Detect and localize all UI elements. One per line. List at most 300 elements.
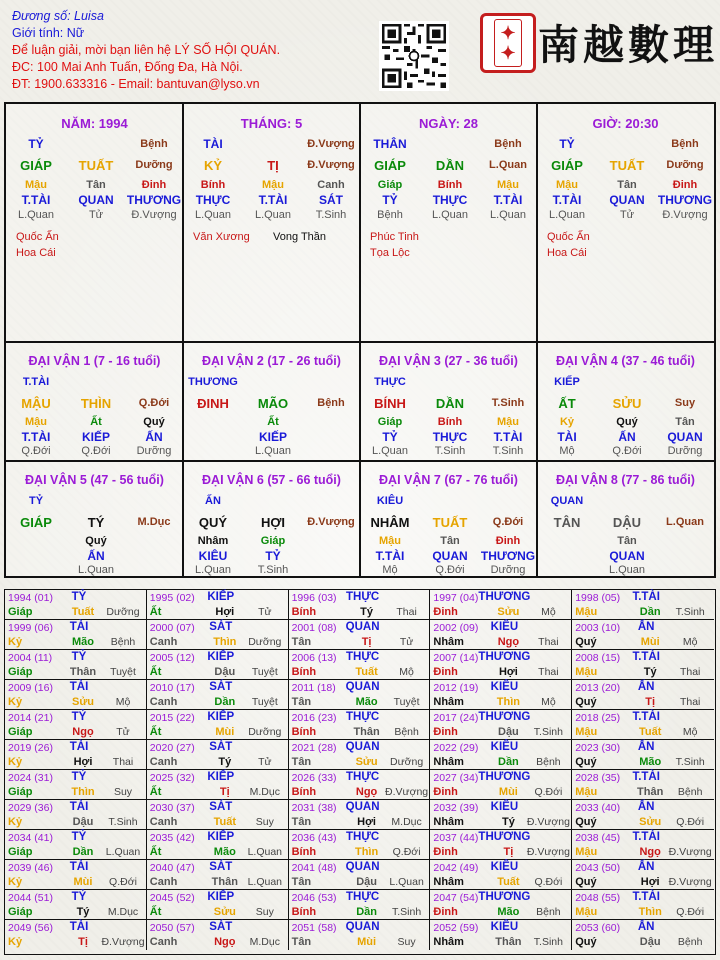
year-cell <box>147 830 289 860</box>
year-god: QUAN <box>345 621 380 633</box>
year-label: 2017 (24) <box>433 712 479 724</box>
shen-sha: Tọa Lộc <box>370 247 410 259</box>
year-branch: Thìn <box>71 786 95 798</box>
seal-mark: ✦ ✦ <box>494 19 521 67</box>
year-god: THƯƠNG <box>478 831 531 843</box>
hidden-god: KIÊU <box>198 549 228 563</box>
year-label: 2051 (58) <box>291 922 337 934</box>
hidden-stem: Quý <box>85 535 107 547</box>
year-cell <box>430 920 572 950</box>
contact-line: Để luận giải, mời bạn liên hệ LÝ SỐ HỘI QUÁN. <box>12 43 281 57</box>
shen-sha: Vong Thần <box>273 231 327 243</box>
year-branch: Tuất <box>497 876 520 888</box>
year-stage: T.Sinh <box>108 816 138 828</box>
year-stage: L.Quan <box>247 876 283 888</box>
year-god: THỰC <box>346 831 380 843</box>
hidden-stage: L.Quan <box>254 445 292 457</box>
year-stage: Tử <box>258 756 272 768</box>
year-label: 2006 (13) <box>291 652 337 664</box>
year-branch: Hợi <box>357 816 376 828</box>
pillar-stem: GIÁP <box>20 158 52 173</box>
year-god: ẤN <box>637 861 655 873</box>
hidden-stage: Q.Đới <box>435 564 465 576</box>
dai-van-cell <box>183 461 360 578</box>
year-stem: Ất <box>149 786 162 798</box>
hidden-stage: L.Quan <box>371 445 409 457</box>
hidden-stage: T.Sinh <box>492 445 524 457</box>
year-stage: Thai <box>112 756 134 768</box>
year-stage: Q.Đới <box>109 876 137 888</box>
year-branch: Thìn <box>496 696 520 708</box>
hidden-stem: Kỷ <box>559 416 575 428</box>
year-label: 2012 (19) <box>433 682 479 694</box>
year-cell <box>147 590 289 620</box>
year-god: T.TÀI <box>632 591 660 603</box>
shen-sha: Hoa Cái <box>16 247 56 259</box>
hidden-stem: Mậu <box>497 416 519 428</box>
hidden-stage: Q.Đới <box>81 445 111 457</box>
year-cell <box>5 710 147 740</box>
year-stage: T.Sinh <box>675 606 705 618</box>
year-label: 2049 (56) <box>8 922 53 934</box>
phone-line: ĐT: 1900.633316 - Email: bantuvan@lyso.vn <box>12 77 260 91</box>
year-label: 2032 (39) <box>433 802 479 814</box>
year-branch: Dậu <box>356 876 377 888</box>
hidden-god: T.TÀI <box>552 193 582 207</box>
year-god: SÁT <box>209 801 233 813</box>
year-stage: Suy <box>397 936 416 948</box>
year-branch: Tuất <box>355 666 378 678</box>
year-god: TỶ <box>71 831 87 843</box>
hidden-god: TỶ <box>382 430 398 444</box>
hidden-stem: Mậu <box>25 416 47 428</box>
year-god: TỶ <box>71 891 87 903</box>
year-label: 2038 (45) <box>575 832 621 844</box>
pillar-title: THÁNG: 5 <box>240 116 303 131</box>
year-stage: L.Quan <box>389 876 424 888</box>
year-label: 2020 (27) <box>149 742 195 754</box>
year-branch: Dần <box>72 846 94 858</box>
year-label: 2003 (10) <box>575 622 621 634</box>
dai-van-god: QUAN <box>550 495 584 507</box>
year-god: SÁT <box>209 861 233 873</box>
year-branch: Tuất <box>71 606 95 618</box>
year-cell <box>147 620 289 650</box>
year-label: 2002 (09) <box>433 622 479 634</box>
year-label: 2026 (33) <box>291 772 337 784</box>
year-cell <box>147 890 289 920</box>
year-stem: Quý <box>575 636 597 648</box>
dai-van-title: ĐẠI VẬN 5 (47 - 56 tuổi) <box>25 473 164 487</box>
dai-van-stage: Đ.Vượng <box>307 516 355 528</box>
hidden-stem: Đinh <box>141 179 167 191</box>
year-label: 2042 (49) <box>433 862 479 874</box>
year-cell <box>572 620 714 650</box>
year-god: QUAN <box>345 861 380 873</box>
hidden-god: QUAN <box>432 549 468 563</box>
pillar-cell <box>360 104 537 342</box>
year-cell <box>289 890 431 920</box>
dai-van-stage: M.Dục <box>137 516 171 528</box>
hidden-stage: Bệnh <box>377 209 403 221</box>
year-cell <box>572 800 714 830</box>
dai-van-cell <box>6 461 183 578</box>
year-stem: Canh <box>149 876 178 888</box>
hidden-god: TỶ <box>382 193 398 207</box>
year-cell <box>430 860 572 890</box>
year-god: TÀI <box>69 681 89 693</box>
hidden-god: QUAN <box>667 430 703 444</box>
dai-van-god: KIÊU <box>376 495 404 507</box>
year-label: 2015 (22) <box>149 712 195 724</box>
hidden-stem: Quý <box>143 416 165 428</box>
year-god: KIẾP <box>207 831 235 843</box>
year-branch: Tị <box>219 786 230 798</box>
year-label: 2033 (40) <box>575 802 621 814</box>
year-label: 2014 (21) <box>8 712 53 724</box>
year-god: THƯƠNG <box>478 591 531 603</box>
year-stem: Ất <box>149 846 162 858</box>
year-cell <box>430 650 572 680</box>
year-stage: Thai <box>538 666 559 678</box>
hidden-stage: L.Quan <box>608 564 646 576</box>
dai-van-cell <box>537 342 714 461</box>
year-cell <box>430 800 572 830</box>
pillar-stem: KỶ <box>203 158 223 173</box>
year-branch: Mão <box>72 636 94 648</box>
year-god: KIẾP <box>207 711 235 723</box>
year-god: T.TÀI <box>632 651 660 663</box>
year-stage: Dưỡng <box>248 636 282 648</box>
year-branch: Thìn <box>213 636 237 648</box>
year-stage: T.Sinh <box>533 726 563 738</box>
pillar-nayin: Đ.Vượng <box>307 159 355 171</box>
year-stem: Bính <box>291 606 317 618</box>
year-stem: Tân <box>291 636 312 648</box>
hidden-stage: L.Quan <box>254 209 292 221</box>
hidden-stem: Tân <box>675 416 695 428</box>
hidden-god: ẤN <box>145 430 163 444</box>
year-stem: Nhâm <box>433 876 464 888</box>
year-god: TÀI <box>69 801 89 813</box>
year-branch: Tị <box>361 636 372 648</box>
pillar-cell <box>6 104 183 342</box>
year-stem: Kỷ <box>8 756 23 768</box>
year-god: TÀI <box>69 741 89 753</box>
year-god: T.TÀI <box>632 771 660 783</box>
hidden-god: T.TÀI <box>493 193 523 207</box>
year-stem: Nhâm <box>433 696 464 708</box>
qr-code-icon[interactable] <box>379 21 449 91</box>
dai-van-stage: Q.Đới <box>492 516 524 528</box>
year-stem: Canh <box>149 636 178 648</box>
address-line: ĐC: 100 Mai Anh Tuấn, Đống Đa, Hà Nội. <box>12 60 243 74</box>
year-branch: Dậu <box>72 816 94 828</box>
hidden-stem: Mậu <box>379 535 401 547</box>
dai-van-stem: TÂN <box>553 515 581 530</box>
year-stage: M.Dục <box>249 936 280 948</box>
year-cell <box>289 770 431 800</box>
year-stage: Tử <box>258 606 272 618</box>
year-stem: Tân <box>291 936 312 948</box>
year-stem: Canh <box>149 756 178 768</box>
hidden-stem: Mậu <box>556 179 578 191</box>
hidden-stage: Dưỡng <box>490 564 526 576</box>
dai-van-branch: DẬU <box>612 515 642 530</box>
hidden-stem: Tân <box>617 535 637 547</box>
year-stage: Thai <box>396 606 417 618</box>
year-cell <box>289 860 431 890</box>
year-stage: T.Sinh <box>533 936 563 948</box>
dai-van-title: ĐẠI VẬN 1 (7 - 16 tuổi) <box>28 354 161 368</box>
year-label: 2053 (60) <box>575 922 621 934</box>
year-branch: Dần <box>639 606 661 618</box>
year-branch: Hợi <box>498 666 518 678</box>
year-god: KIÊU <box>490 921 519 933</box>
shen-sha: Văn Xương <box>193 231 250 243</box>
year-stage: Suy <box>113 786 133 798</box>
year-god: KIÊU <box>490 801 519 813</box>
year-cell <box>289 920 431 950</box>
year-cell <box>289 590 431 620</box>
year-label: 2008 (15) <box>575 652 621 664</box>
year-cell <box>147 710 289 740</box>
hidden-stage: Đ.Vượng <box>662 209 708 221</box>
header-info <box>12 8 372 93</box>
year-god: KIÊU <box>490 621 519 633</box>
year-label: 2025 (32) <box>149 772 195 784</box>
year-god: THỰC <box>346 771 380 783</box>
hidden-stem: Nhâm <box>197 535 229 547</box>
year-branch: Mão <box>639 756 662 768</box>
year-stem: Ất <box>149 726 162 738</box>
year-stage: Đ.Vượng <box>101 936 145 948</box>
year-stem: Bính <box>291 786 317 798</box>
hidden-stem: Giáp <box>377 416 403 428</box>
hidden-stem: Canh <box>317 179 345 191</box>
year-god: T.TÀI <box>632 891 660 903</box>
shen-sha: Hoa Cái <box>547 247 587 259</box>
hidden-stem: Bính <box>437 416 463 428</box>
hidden-god: KIẾP <box>258 430 287 444</box>
dai-van-cell <box>360 342 537 461</box>
year-cell <box>147 680 289 710</box>
year-branch: Sửu <box>639 816 662 828</box>
hidden-god: TỶ <box>265 549 281 563</box>
year-stage: Tuyệt <box>393 696 420 708</box>
year-stage: Mộ <box>399 666 414 678</box>
year-branch: Thân <box>69 666 97 678</box>
year-stem: Đinh <box>433 906 458 918</box>
year-god: TÀI <box>69 921 89 933</box>
year-god: SÁT <box>209 681 233 693</box>
year-stage: Mộ <box>682 726 698 738</box>
hidden-stage: Dưỡng <box>667 445 703 457</box>
year-stem: Tân <box>291 756 312 768</box>
year-branch: Mùi <box>215 726 235 738</box>
pillar-branch: TUẤT <box>78 158 114 173</box>
year-god: ẤN <box>637 801 655 813</box>
year-god: ẤN <box>637 621 655 633</box>
year-branch: Mùi <box>73 876 93 888</box>
dai-van-stage: L.Quan <box>666 516 704 528</box>
year-label: 2023 (30) <box>575 742 621 754</box>
year-stage: Q.Đới <box>676 906 705 918</box>
hidden-god: THỰC <box>432 430 468 444</box>
year-label: 2043 (50) <box>575 862 621 874</box>
year-god: KIẾP <box>207 591 235 603</box>
year-label: 2048 (55) <box>575 892 621 904</box>
pillar-god: TỶ <box>559 137 575 151</box>
hidden-stem: Tân <box>617 179 637 191</box>
year-label: 2052 (59) <box>433 922 479 934</box>
year-stage: Thai <box>538 636 559 648</box>
hidden-stem: Tân <box>440 535 460 547</box>
hidden-stem: Tân <box>86 179 106 191</box>
year-label: 2028 (35) <box>575 772 621 784</box>
dai-van-title: ĐẠI VẬN 2 (17 - 26 tuổi) <box>202 354 341 368</box>
year-god: TÀI <box>69 861 89 873</box>
year-cell <box>5 890 147 920</box>
dai-van-god: ẤN <box>205 495 221 507</box>
hidden-god: THỰC <box>195 193 231 207</box>
year-label: 2005 (12) <box>149 652 195 664</box>
pillar-cell <box>537 104 714 342</box>
hidden-stage: L.Quan <box>431 209 469 221</box>
year-branch: Tị <box>645 696 656 708</box>
year-cell <box>430 830 572 860</box>
year-branch: Tuất <box>213 816 236 828</box>
shen-sha: Phúc Tinh <box>370 231 419 243</box>
year-stem: Kỷ <box>8 636 23 648</box>
year-stage: T.Sinh <box>675 756 705 768</box>
year-branch: Thân <box>353 726 380 738</box>
year-cell <box>572 860 714 890</box>
year-god: KIÊU <box>490 741 519 753</box>
year-god: KIẾP <box>207 771 235 783</box>
year-branch: Sửu <box>497 606 520 618</box>
pillar-stage: Bệnh <box>671 138 699 150</box>
year-label: 2036 (43) <box>291 832 337 844</box>
year-cell <box>572 740 714 770</box>
year-stage: Đ.Vượng <box>668 876 712 888</box>
year-branch: Mão <box>355 696 378 708</box>
hidden-stage: L.Quan <box>194 564 232 576</box>
pillar-branch: TỊ <box>267 158 279 173</box>
hidden-god: THƯƠNG <box>480 549 536 563</box>
year-cell <box>5 680 147 710</box>
year-stage: Bệnh <box>110 636 136 648</box>
hidden-god: QUAN <box>609 193 645 207</box>
year-label: 1998 (05) <box>575 592 621 604</box>
year-branch: Mão <box>497 906 520 918</box>
year-branch: Dần <box>498 756 519 768</box>
dai-van-title: ĐẠI VẬN 4 (37 - 46 tuổi) <box>556 354 695 368</box>
year-label: 2009 (16) <box>8 682 53 694</box>
pillar-god: TỶ <box>28 137 44 151</box>
hidden-stage: Q.Đới <box>612 445 642 457</box>
annual-fortune-table <box>4 589 716 955</box>
year-stage: M.Dục <box>391 816 422 828</box>
year-cell <box>5 740 147 770</box>
year-stage: Mộ <box>541 696 556 708</box>
year-stage: Dưỡng <box>248 726 282 738</box>
hidden-stage: L.Quan <box>548 209 586 221</box>
owner-name: Đương số: Luisa <box>12 9 104 23</box>
year-stem: Bính <box>291 726 317 738</box>
hidden-stage: L.Quan <box>17 209 55 221</box>
year-cell <box>289 710 431 740</box>
year-stem: Ất <box>149 906 162 918</box>
year-label: 1996 (03) <box>291 592 337 604</box>
year-label: 2027 (34) <box>433 772 479 784</box>
dai-van-god: THỰC <box>374 376 406 388</box>
hidden-stage: T.Sinh <box>434 445 466 457</box>
year-cell <box>5 590 147 620</box>
year-stem: Kỷ <box>8 876 23 888</box>
year-cell <box>289 800 431 830</box>
year-stage: Dưỡng <box>390 756 424 768</box>
chart-grid <box>4 102 716 578</box>
year-cell <box>5 830 147 860</box>
year-stem: Quý <box>575 876 597 888</box>
year-god: QUAN <box>345 801 380 813</box>
brand-logo: 南越數理 <box>538 21 718 69</box>
year-stage: Mộ <box>541 606 556 618</box>
year-stage: Bệnh <box>536 906 561 918</box>
year-branch: Tý <box>643 666 657 678</box>
year-cell <box>572 830 714 860</box>
year-stage: M.Dục <box>107 906 139 918</box>
year-stage: Suy <box>255 906 274 918</box>
year-label: 2018 (25) <box>575 712 621 724</box>
hidden-god: TÀI <box>557 430 577 444</box>
year-label: 1995 (02) <box>149 592 195 604</box>
year-cell <box>572 770 714 800</box>
year-branch: Hợi <box>215 606 235 618</box>
hidden-stage: Đ.Vượng <box>131 209 177 221</box>
year-label: 2040 (47) <box>149 862 195 874</box>
year-stage: Tuyệt <box>251 696 278 708</box>
year-cell <box>5 770 147 800</box>
hidden-stem: Quý <box>616 416 638 428</box>
year-god: QUAN <box>345 741 380 753</box>
year-god: THƯƠNG <box>478 711 531 723</box>
year-label: 1999 (06) <box>8 622 53 634</box>
year-stem: Nhâm <box>433 936 464 948</box>
hidden-stem: Đinh <box>495 535 521 547</box>
year-label: 2031 (38) <box>291 802 337 814</box>
year-stem: Tân <box>291 876 312 888</box>
year-stage: T.Sinh <box>392 906 422 918</box>
year-branch: Tị <box>78 936 88 948</box>
hidden-god: T.TÀI <box>21 430 51 444</box>
pillar-nayin: Dưỡng <box>666 159 704 171</box>
dai-van-god: KIẾP <box>554 376 580 388</box>
year-label: 2004 (11) <box>8 652 53 664</box>
pillar-nayin: Dưỡng <box>135 159 173 171</box>
year-branch: Ngọ <box>72 726 94 738</box>
year-god: THỰC <box>346 591 380 603</box>
year-cell <box>147 740 289 770</box>
hidden-god: ẤN <box>87 549 105 563</box>
dai-van-stem: QUÝ <box>198 515 228 530</box>
year-stage: M.Dục <box>249 786 280 798</box>
year-cell <box>572 710 714 740</box>
year-god: SÁT <box>209 921 233 933</box>
dai-van-stem: ĐINH <box>197 396 229 411</box>
dai-van-cell <box>360 461 537 578</box>
